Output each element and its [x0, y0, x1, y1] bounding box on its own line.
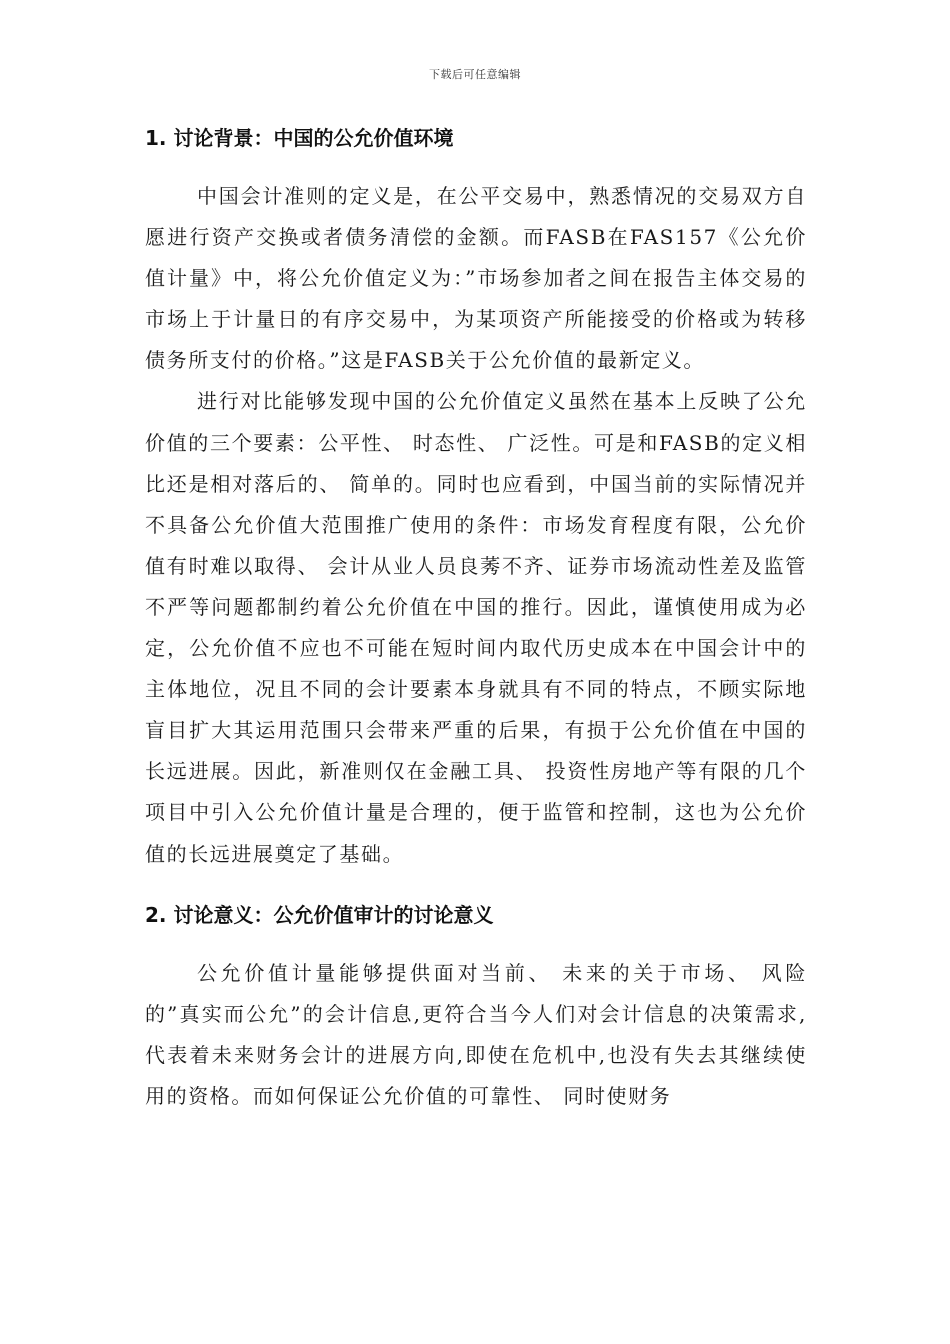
page-header: 下载后可任意编辑	[429, 68, 521, 81]
section-2-title: 2. 讨论意义：公允价值审计的讨论意义	[145, 902, 494, 927]
section-2-paragraph-1: 公允价值计量能够提供面对当前、 未来的关于市场、 风险的”真实而公允”的会计信息,更符合当今人们对会计信息的决策需求,代表着未来财务会计的进展方向,即使在危机中,也没有失去其继续使用的资格。而如何保证公允价值的可靠性、 同时使财务	[145, 960, 807, 1108]
section-1-paragraph-1: 中国会计准则的定义是，在公平交易中，熟悉情况的交易双方自愿进行资产交换或者债务清偿的金额。而FASB在FAS157《公允价值计量》中，将公允价值定义为：”市场参加者之间在报告主体交易的市场上于计量日的有序交易中，为某项资产所能接受的价格或为转移债务所支付的价格。”这是FASB关于公允价值的最新定义。	[145, 184, 807, 373]
section-1-paragraph-2: 进行对比能够发现中国的公允价值定义虽然在基本上反映了公允价值的三个要素：公平性、 时态性、 广泛性。可是和FASB的定义相比还是相对落后的、 简单的。同时也应看到，中国当前的实际情况并不具备公允价值大范围推广使用的条件：市场发育程度有限，公允价值有时难以取得、 会计从业人员良莠不齐、证券市场流动性差及监管不严等问题都制约着公允价值在中国的推行。因此，谨慎使用成为必定，公允价值不应也不可能在短时间内取代历史成本在中国会计中的主体地位，况且不同的会计要素本身就具有不同的特点，不顾实际地盲目扩大其运用范围只会带来严重的后果，有损于公允价值在中国的长远进展。因此，新准则仅在金融工具、 投资性房地产等有限的几个项目中引入公允价值计量是合理的，便于监管和控制，这也为公允价值的长远进展奠定了基础。	[145, 389, 807, 866]
document-body	[145, 118, 807, 1117]
section-1-title: 1. 讨论背景：中国的公允价值环境	[145, 126, 454, 150]
